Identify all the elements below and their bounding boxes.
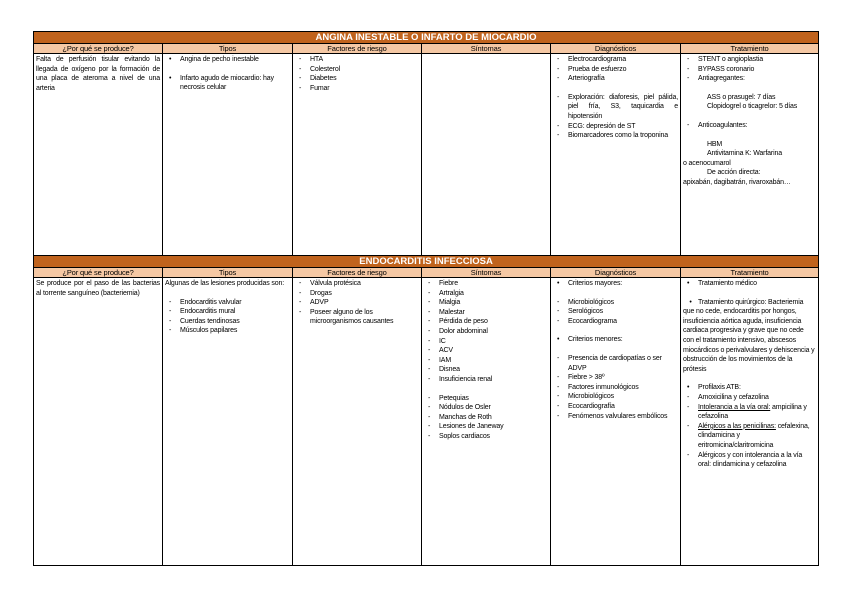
list-item: - Músculos papilares [165,326,290,336]
list-item: - Fiebre [424,279,548,289]
list-item: - Exploración: diaforesis, piel pálida, piel fría, S3, taquicardia e hipotensión [553,93,678,122]
list-item: - Fenómenos valvulares embólicos [553,412,678,422]
list-item: • Profilaxis ATB: [683,383,816,393]
list-item: • Criterios menores: [553,335,678,345]
list-item: - Serológicos [553,307,678,317]
anticoagulante-line: De acción directa: [707,169,761,177]
list-item: - ACV [424,346,548,356]
list-item [683,422,816,451]
list-item: - Petequias [424,394,548,404]
list-item: - Fiebre > 38º [553,373,678,383]
column-header-tratamiento: Tratamiento [681,268,819,278]
tratamiento-quirurgico-text: Tratamiento quirúrgico: Bacteriemia que no cede, endocarditis por hongos, insuficiencia aórtica aguda, insuficiencia cardiaca progresiva y grave que no cede con el tratamiento intensivo, abscesos miocárdicos o perivalvulares y dehiscencia y obstrucción de los movimientos de la prótesis [683,298,815,373]
list-item: - ADVP [295,298,419,308]
list-item: - Presencia de cardiopatías o ser ADVP [553,354,678,373]
list-item: - Ecocardiografía [553,402,678,412]
cell-tratamiento [681,54,819,257]
list-item: - Cuerdas tendinosas [165,317,290,327]
item-text: cefalexina, clindamicina y eritromicina/claritromicina [698,422,810,449]
list-item: - Ecocardiograma [553,317,678,327]
list-item: - Soplos cardiacos [424,432,548,442]
list-item: - ECG: depresión de ST [553,122,678,132]
list-item: - Arteriografía [553,74,678,84]
column-header-sintomas: Síntomas [422,44,551,54]
cell-factores [293,278,422,566]
list-item: • Angina de pecho inestable [165,55,290,65]
underlined-label: Alérgicos a las penicilinas: [698,422,776,430]
list-item: - Nódulos de Osler [424,403,548,413]
list-item: - Artralgia [424,289,548,299]
anticoagulante-line: Antivitamina K: Warfarina [707,150,782,158]
list-item: - Microbiológicos [553,392,678,402]
list-item: • Criterios mayores: [553,279,678,289]
list-item: - Lesiones de Janeway [424,422,548,432]
item-text: ampicilina y cefazolina [698,403,807,421]
list-item: - Colesterol [295,65,419,75]
list-item: - Electrocardiograma [553,55,678,65]
list-item: - Endocarditis valvular [165,298,290,308]
list-item: - Biomarcadores como la troponina [553,131,678,141]
list-item: - IAM [424,356,548,366]
cell-factores [293,54,422,257]
bullet-icon: • [689,298,692,306]
table-title: ANGINA INESTABLE O INFARTO DE MIOCARDIO [34,32,819,44]
endocarditis-table [33,255,819,566]
list-item: - Drogas [295,289,419,299]
list-item: - Anticoagulantes: [683,121,816,131]
list-item: - Manchas de Roth [424,413,548,423]
cell-diagnosticos [551,54,681,257]
column-header-sintomas: Síntomas [422,268,551,278]
list-item: - Pérdida de peso [424,317,548,327]
list-item: - Insuficiencia renal [424,375,548,385]
tipos-intro: Algunas de las lesiones producidas son: [165,280,285,287]
list-item: - Disnea [424,365,548,375]
column-header-diagnosticos: Diagnósticos [551,44,681,54]
list-item: - BYPASS coronario [683,65,816,75]
list-item: - Dolor abdominal [424,327,548,337]
underlined-label: Intolerancia a la vía oral: [698,403,771,411]
cell-porque: Se produce por el paso de las bacterias al torrente sanguíneo (bacteriemia) [34,278,163,566]
list-item: - Mialgia [424,298,548,308]
anticoagulante-line: apixabán, dagibatrán, rivaroxabán… [683,178,791,186]
list-item: - Poseer alguno de los microorganismos causantes [295,308,419,327]
cell-sintomas [422,54,551,257]
column-header-porque: ¿Por qué se produce? [34,44,163,54]
table-title: ENDOCARDITIS INFECCIOSA [34,256,819,268]
cell-diagnosticos [551,278,681,566]
list-item: - Fumar [295,84,419,94]
list-item: - Factores inmunológicos [553,383,678,393]
list-item: - Amoxicilina y cefazolina [683,393,816,403]
list-item: - HTA [295,55,419,65]
antiagregante-line: ASS o prasugel: 7 días [707,93,776,101]
list-item: - Diabetes [295,74,419,84]
column-header-tipos: Tipos [163,268,293,278]
list-item: - Antiagregantes: [683,74,816,84]
list-item: - Endocarditis mural [165,307,290,317]
cell-tipos [163,54,293,257]
list-item: - Válvula protésica [295,279,419,289]
list-item: • Tratamiento médico [683,279,816,289]
cell-porque: Falta de perfusión tisular evitando la llegada de oxígeno por la formación de una placa de ateroma a nivel de una arteria [34,54,163,257]
list-item: - Microbiológicos [553,298,678,308]
list-item: - Alérgicos y con intolerancia a la vía oral: clindamicina y cefazolina [683,451,816,470]
list-item: - STENT o angioplastia [683,55,816,65]
column-header-tratamiento: Tratamiento [681,44,819,54]
column-header-porque: ¿Por qué se produce? [34,268,163,278]
anticoagulante-line: o acenocumarol [683,159,731,167]
list-item: - Malestar [424,308,548,318]
list-item: - IC [424,337,548,347]
cell-tratamiento [681,278,819,566]
list-item: - Prueba de esfuerzo [553,65,678,75]
column-header-factores: Factores de riesgo [293,268,422,278]
tratamiento-quirurgico [683,298,816,375]
angina-table [33,31,819,257]
antiagregante-line: Clopidogrel o ticagrelor: 5 días [707,103,798,111]
list-item [683,403,816,422]
cell-tipos [163,278,293,566]
column-header-diagnosticos: Diagnósticos [551,268,681,278]
list-item: • Infarto agudo de miocardio: hay necrosis celular [165,74,290,93]
column-header-factores: Factores de riesgo [293,44,422,54]
column-header-tipos: Tipos [163,44,293,54]
cell-sintomas [422,278,551,566]
anticoagulante-line: HBM [707,140,723,148]
